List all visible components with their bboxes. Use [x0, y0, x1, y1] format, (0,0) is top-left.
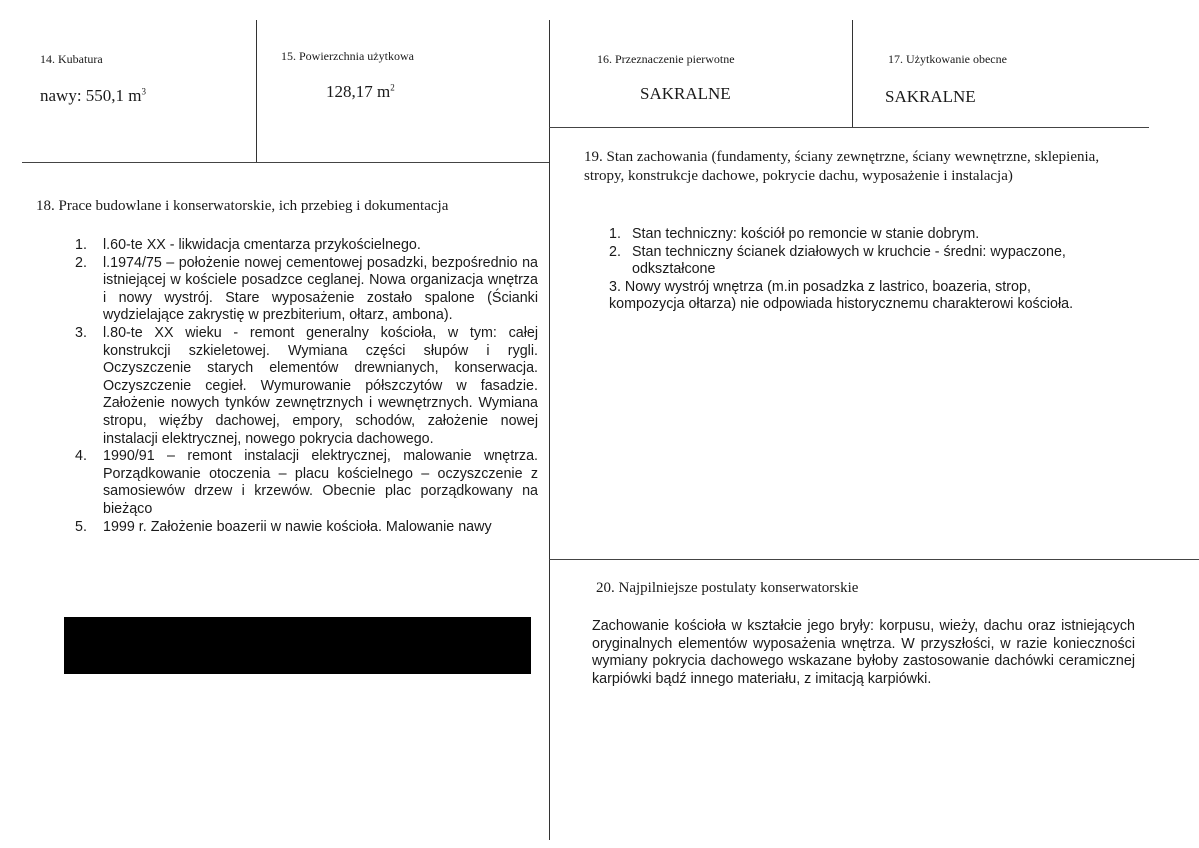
list-item: [609, 279, 1109, 314]
list-item-number: 2.: [609, 243, 621, 260]
rule-under-header-left: [22, 162, 549, 163]
condition-list: [609, 226, 1134, 314]
original-purpose-value: SAKRALNE: [640, 84, 731, 103]
rule-under-header-right: [549, 127, 1149, 128]
section-20-heading: 20. Najpilniejsze postulaty konserwatorskie: [596, 580, 859, 596]
list-item-number: 3.: [75, 324, 87, 341]
list-item: [609, 244, 1134, 279]
divider-14-15: [256, 20, 257, 162]
list-item: [64, 237, 538, 255]
list-item-text: l.1974/75 – położenie nowej cementowej posadzki, bezpośrednio na istniejącej w kościele posadzce ceglanej. Nowa organizacja wnętrza i nowy wystrój. Stare wyposażenie zostało spalone (Ścianki wydzielające zakrystię w prezbiterium, ołtarz, ambona).: [103, 254, 538, 324]
list-item: [64, 448, 538, 518]
redaction-block: [64, 617, 531, 674]
works-list: [64, 237, 538, 536]
center-divider: [549, 20, 550, 840]
cubature-unit-exponent: 3: [141, 86, 147, 97]
section-18-heading: 18. Prace budowlane i konserwatorskie, ich przebieg i dokumentacja: [36, 198, 449, 214]
cubature-value: [40, 86, 146, 106]
list-item-number: 1.: [75, 237, 87, 253]
rule-above-section20: [549, 559, 1199, 560]
list-item-number: 2.: [75, 254, 87, 271]
list-item-text: Stan techniczny ścianek działowych w kruchcie - średni: wypaczone, odkształcone: [632, 243, 1066, 278]
list-item-text: l.60-te XX - likwidacja cmentarza przykościelnego.: [103, 237, 421, 253]
usable-area-unit-exponent: 2: [390, 82, 395, 93]
section-19-heading: 19. Stan zachowania (fundamenty, ściany zewnętrzne, ściany wewnętrzne, sklepienia, stropy, konstrukcje dachowe, pokrycie dachu, wyposażenie i instalacja): [584, 149, 1100, 184]
list-item-text: 3. Nowy wystrój wnętrza (m.in posadzka z lastrico, boazeria, strop, kompozycja ołtarza) nie odpowiada historycznemu charakterowi kościoła.: [609, 278, 1074, 313]
list-item-number: 5.: [75, 518, 87, 535]
list-item: [609, 226, 1134, 244]
list-item-text: 1990/91 – remont instalacji elektrycznej, malowanie wnętrza. Porządkowanie otoczenia – placu kościelnego – oczyszczenie z samosiewów drzew i krzewów. Obecnie plac porządkowany na bieżąco: [103, 448, 538, 517]
current-use-value: SAKRALNE: [885, 87, 976, 106]
current-use-label: 17. Użytkowanie obecne: [888, 52, 1007, 66]
usable-area-value-text: 128,17 m: [326, 82, 391, 101]
list-item: [64, 519, 538, 537]
list-item-number: 1.: [609, 226, 621, 242]
list-item-text: Stan techniczny: kościół po remoncie w stanie dobrym.: [632, 226, 980, 242]
cubature-label: 14. Kubatura: [40, 52, 103, 66]
list-item-number: 4.: [75, 448, 87, 465]
list-item-text: 1999 r. Założenie boazerii w nawie kościoła. Malowanie nawy: [103, 518, 492, 535]
usable-area-value: [326, 82, 395, 102]
cubature-value-text: nawy: 550,1 m: [40, 86, 142, 105]
divider-16-17: [852, 20, 853, 128]
list-item-text: l.80-te XX wieku - remont generalny kościoła, w tym: całej konstrukcji szkieletowej. Wymiana części słupów i rygli. Oczyszczenie starych elementów drewnianych, konserwacja. Oczyszczenie cegieł. Wymurowanie półszczytów w fasadzie. Założenie nowych tynków zewnętrznych i wewnętrznych. Wymiana stropu, więźby dachowej, empory, schodów, założenie nowej instalacji elektrycznej, nowego pokrycia dachowego.: [103, 324, 538, 447]
usable-area-label: 15. Powierzchnia użytkowa: [281, 49, 414, 63]
original-purpose-label: 16. Przeznaczenie pierwotne: [597, 52, 735, 66]
postulates-text: Zachowanie kościoła w kształcie jego bryły: korpusu, wieży, dachu oraz istniejących oryginalnych elementów wyposażenia wnętrza. W przyszłości, w razie konieczności wymiany pokrycia dachowego wskazane byłoby zastosowanie dachówki ceramicznej karpiówki bądź innego materiału, z imitacją karpiówki.: [592, 618, 1135, 687]
list-item: [64, 325, 538, 448]
list-item: [64, 255, 538, 325]
